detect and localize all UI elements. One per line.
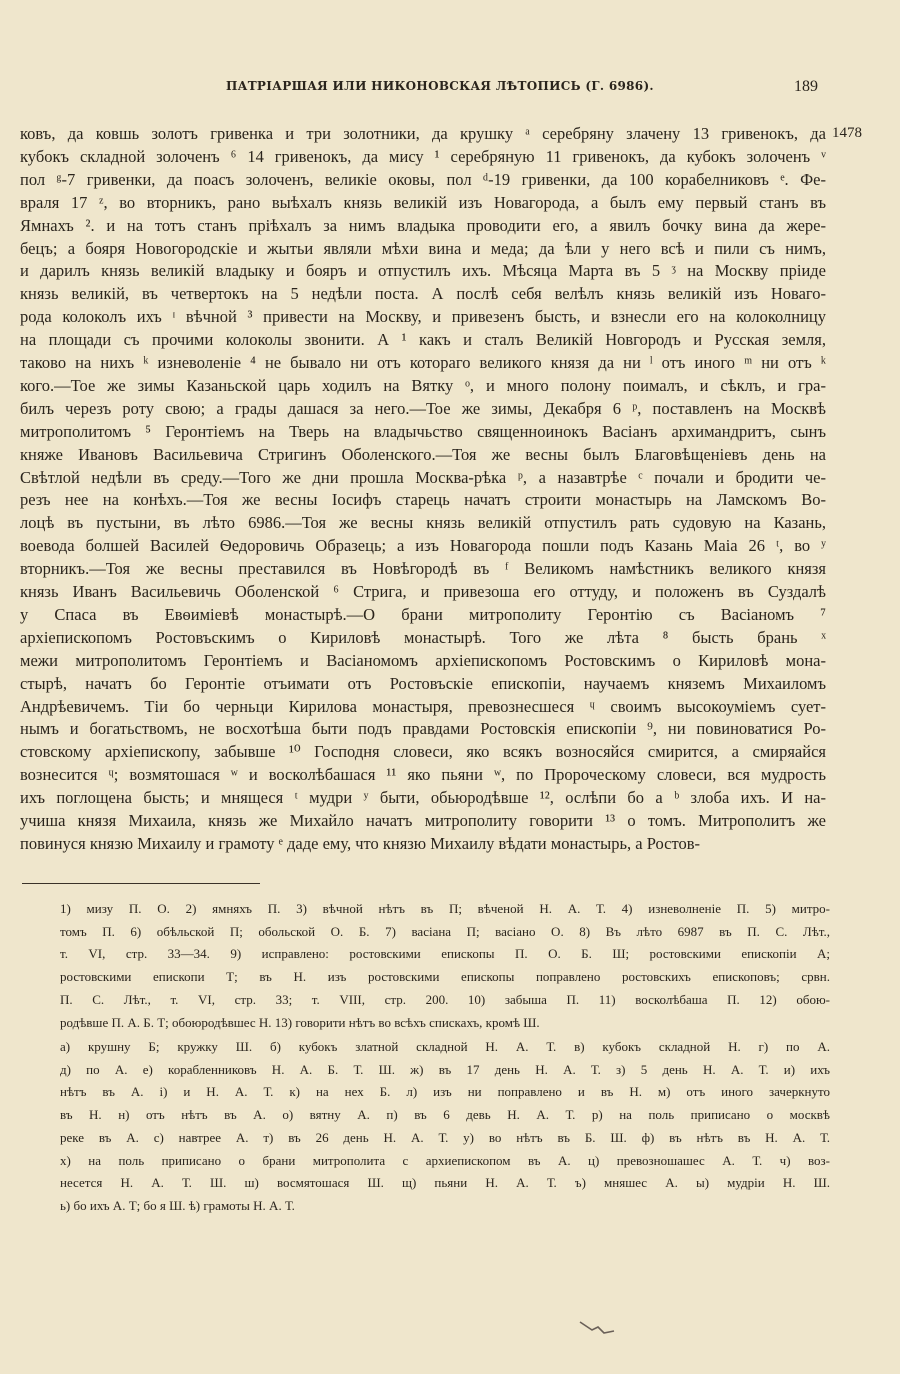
footnote-line: ростовскими епископи Т; въ Н. изъ ростовскими епископы поправлено ростовскихъ епископовъ; срвн. bbox=[60, 969, 830, 985]
text-line: повинуся князю Михаилу и грамоту ᵉ даде ему, что князю Михаилу вѣдати монастырь, а Ростов- bbox=[20, 833, 700, 853]
footnote-line: родѣвше П. А. Б. Т; обоюродѣвшес Н. 13) говорити нѣтъ во всѣхъ спискахъ, кромѣ Ш. bbox=[60, 1014, 540, 1030]
running-head: ПАТРІАРШАЯ ИЛИ НИКОНОВСКАЯ ЛѢТОПИСЬ (Г. 6986). bbox=[226, 79, 654, 93]
text-line: стовскому архіепископу, забывше ¹⁰ Господня словеси, яко всякъ возносяйся смирится, а смиряайся bbox=[20, 742, 826, 762]
text-line: таково на нихъ ᵏ изневоленіе ⁴ не бывало ни отъ котораго великого князя да ни ˡ отъ иного ᵐ ни отъ ᵏ bbox=[20, 353, 826, 372]
footnote-line: нѣтъ въ А. і) и Н. А. Т. к) на нех Б. л) изъ ни поправлено и въ Н. м) отъ иного зачеркнуто bbox=[60, 1084, 830, 1100]
footnote-line: х) на поль приписано о брани митрополита с архиепископом въ А. ц) превозношашес А. Т. ч) воз- bbox=[60, 1152, 830, 1168]
text-line: Ямнахъ ². и на тотъ станъ пріѣхалъ за нимъ владыка проводити его, а явилъ бочку вина да жере- bbox=[20, 215, 826, 235]
text-line: враля 17 ᶻ, во вторникъ, рано выѣхалъ князь великій изъ Новагорода, а былъ ему первый станъ въ bbox=[20, 192, 826, 212]
text-line: учиша князя Михаила, князь же Михайло начатъ митрополиту говорити ¹³ о томъ. Митрополитъ же bbox=[20, 811, 826, 830]
text-line: кого.—Тое же зимы Казаньской царь ходилъ на Вятку ᵒ, и много полону поималъ, и сѣклъ, и гра- bbox=[20, 375, 826, 395]
text-line: у Спаса въ Евѳиміевѣ монастырѣ.—О брани митрополиту Геронтію съ Васіаномъ ⁷ bbox=[20, 604, 826, 624]
text-line: и дарилъ князь великій владыку и бояръ и отпустилъ ихъ. Мѣсяца Марта въ 5 ᶾ на Москву пріиде bbox=[20, 261, 826, 281]
text-line: кубокъ складной золоченъ ⁶ 14 гривенокъ, да мису ¹ серебряную 11 гривенокъ, да кубокъ золоченъ ᵛ bbox=[20, 146, 826, 166]
text-line: стырѣ, начатъ бо Геронтіе отъимати отъ Ростовъскіе епископіи, научаемъ княземъ Михаиломъ bbox=[20, 673, 826, 693]
text-line: воевода болшей Василей Ѳедоровичь Образець; а изъ Новагорода пошли подъ Казань Маіа 26 ᵗ, во ʸ bbox=[20, 536, 826, 556]
text-line: на площади съ прочими колоколы звонити. А ¹ какъ и сталъ Великій Новгородъ и Русская земля, bbox=[20, 330, 826, 350]
footnote-line: въ Н. н) отъ нѣтъ въ А. о) вятну А. п) въ 6 девь Н. А. Т. р) на поль приписано о москвѣ bbox=[60, 1107, 830, 1123]
text-line: вознесится ᶣ; возмятошася ʷ и восколѣбашася ¹¹ яко пьяни ʷ, по Пророческому словеси, вся мудрость bbox=[20, 765, 826, 785]
footnote-line: ь) бо ихъ А. Т; бо я Ш. ѣ) грамоты Н. А. Т. bbox=[60, 1197, 295, 1213]
page-number: 189 bbox=[794, 78, 818, 95]
ink-smudge-mark bbox=[578, 1318, 618, 1336]
footnote-line: а) крушну Б; кружку Ш. б) кубокъ златной складной Н. А. Т. в) кубокъ складной Н. г) по А. bbox=[60, 1039, 830, 1054]
footnote-rule bbox=[22, 883, 260, 884]
footnote-line: реке въ А. с) навтрее А. т) въ 26 день Н. А. Т. у) во нѣтъ въ Б. Ш. ф) въ нѣтъ въ Н. А. Т. bbox=[60, 1129, 830, 1145]
text-line: княже Ивановъ Васильевича Стригинъ Оболенского.—Тоя же весны былъ Благовѣщеніевъ день на bbox=[20, 444, 826, 464]
text-line: билъ черезъ роту свою; а грады дашася за него.—Тое же зимы, Декабря 6 ᵖ, поставленъ на Москвѣ bbox=[20, 398, 826, 418]
footnote-line: д) по А. е) корабленниковъ Н. А. Б. Т. Ш. ж) въ 17 день Н. А. Т. з) 5 день Н. А. Т. и) ихъ bbox=[60, 1061, 830, 1077]
text-line: пол ᵍ-7 гривенки, да поасъ золоченъ, великіе оковы, пол ᵈ-19 гривенки, да 100 корабелниковъ ᵉ. Фе- bbox=[20, 169, 826, 189]
text-line: Андрѣевичемъ. Тіи бо черньци Кирилова монастыря, превознесшеся ᶣ своимъ высокоуміемъ сует- bbox=[20, 696, 826, 716]
text-line: архіепископомъ Ростовъскимъ о Кириловѣ монастырѣ. Того же лѣта ⁸ бысть брань ˣ bbox=[20, 627, 826, 647]
text-line: нымъ и богатьствомъ, не восхотѣша быти подъ правдами Ростовскія епископіи ⁹, ни повиноватися Ро- bbox=[20, 719, 826, 739]
footnote-line: несется Н. А. Т. Ш. ш) восмятошася Ш. щ) пьяни Н. А. Т. ъ) мняшес А. ы) мудріи Н. Ш. bbox=[60, 1175, 830, 1191]
text-line: лоцѣ въ пустыни, въ лѣто 6986.—Тоя же весны князь великій отпустилъ рать судовую на Казань, bbox=[20, 513, 826, 533]
margin-year: 1478 bbox=[832, 125, 862, 141]
footnote-line: П. С. Лѣт., т. VI, стр. 33; т. VIII, стр. 200. 10) забыша П. 11) восколѣбаша П. 12) обою- bbox=[60, 991, 830, 1007]
text-line: резъ нее на конѣхъ.—Тоя же весны Іосифъ старець начатъ строити монастырь на Ламскомъ Во- bbox=[20, 490, 826, 510]
text-line: межи митрополитомъ Геронтіемъ и Васіаномомъ архіепископомъ Ростовскимъ о Кириловѣ мона- bbox=[20, 650, 826, 670]
text-line: князь великій, въ четвертокъ на 5 недѣли поста. А послѣ себя велѣлъ князь великій изъ Новаго- bbox=[20, 284, 826, 304]
text-line: Свѣтлой недѣли въ среду.—Того же дни прошла Москва-рѣка ᵖ, а назавтрѣе ᶜ почали и бродити че- bbox=[20, 467, 826, 487]
footnote-line: 1) мизу П. О. 2) ямняхъ П. 3) вѣчной нѣтъ въ П; вѣченой Н. А. Т. 4) изневолненіе П. 5) митро- bbox=[60, 901, 830, 916]
text-line: бецъ; а бояря Новогородскіе и жытьи являли мѣхи вина и меда; да ѣли у него всѣ и пили съ нимъ, bbox=[20, 238, 826, 258]
footnote-line: томъ П. 6) обѣльской П; обольской О. Б. 7) васіана П; васіано О. 8) Въ лѣто 6987 въ П. С. Лѣт., bbox=[60, 923, 830, 939]
footnote-line: т. VI, стр. 33—34. 9) исправлено: ростовскими епископы П. О. Б. Ш; ростовскими епископіи А; bbox=[60, 946, 830, 962]
text-line: князь Иванъ Васильевичь Оболенской ⁶ Стрига, и привезоша его оттуду, и положенъ въ Суздалѣ bbox=[20, 582, 826, 601]
text-line: рода колоколъ ихъ ᶦ вѣчной ³ привести на Москву, и привезенъ бысть, и взнесли его на колоколницу bbox=[20, 307, 826, 327]
text-line: вторникъ.—Тоя же весны преставился въ Новѣгородѣ въ ᶠ Великомъ намѣстникъ великого князя bbox=[20, 559, 826, 579]
text-line: ковъ, да ковшь золотъ гривенка и три золотники, да крушку ᵃ серебряну злачену 13 гривенокъ, да bbox=[20, 124, 826, 143]
text-line: митрополитомъ ⁵ Геронтіемъ на Тверь на владычьство священноинокъ Васіанъ архимандритъ, сынъ bbox=[20, 421, 826, 441]
text-line: ихъ поглощена бысть; и мнящеся ᵗ мудри ʸ быти, обьюродѣвше ¹², ослѣпи бо а ᵇ злоба ихъ. И на- bbox=[20, 788, 826, 808]
